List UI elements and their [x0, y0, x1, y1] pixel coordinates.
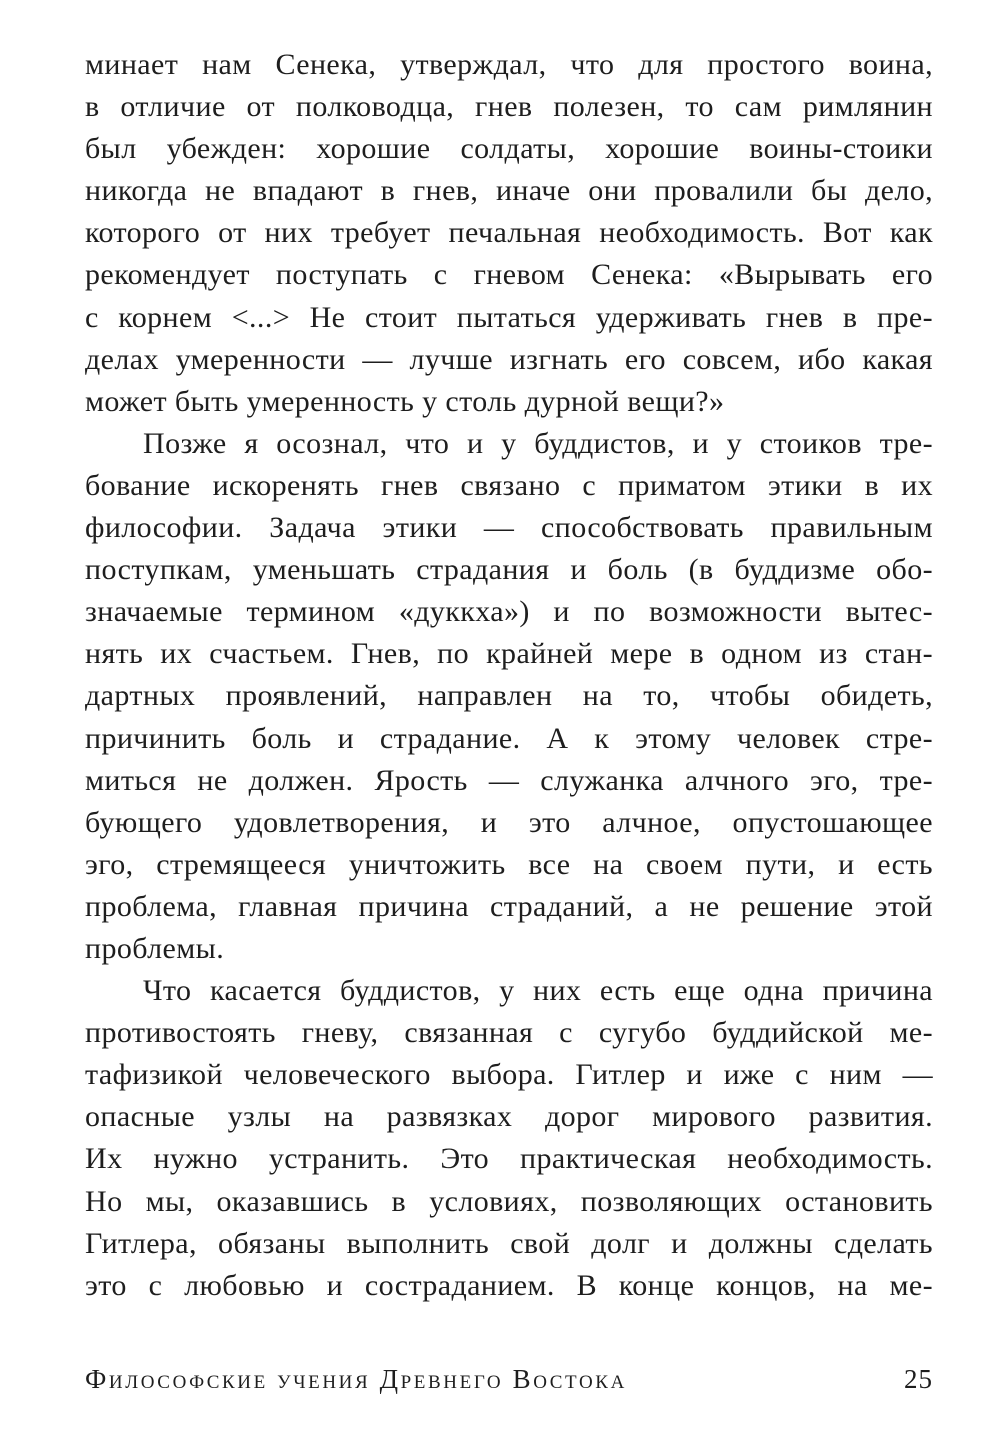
text-line: Позже я осознал, что и у буддистов, и у стоиков тре-	[143, 426, 933, 460]
text-line: противостоять гневу, связанная с сугубо буддийской ме-	[85, 1016, 933, 1050]
text-line: может быть умеренность у столь дурной вещи?»	[85, 384, 725, 418]
paragraph-3	[85, 970, 933, 1307]
text-line: рекомендует поступать с гневом Сенека: «Вырывать его	[85, 258, 933, 292]
text-line: с корнем <...> Не стоит пытаться удерживать гнев в пре-	[85, 300, 933, 334]
text-line: Их нужно устранить. Это практическая необходимость.	[85, 1142, 933, 1176]
text-line: значаемые термином «дуккха») и по возможности вытес-	[85, 595, 933, 629]
text-line: бование искоренять гнев связано с приматом этики в их	[85, 468, 933, 502]
text-line: минает нам Сенека, утверждал, что для простого воина,	[85, 48, 933, 81]
text-line: причинить боль и страдание. А к этому человек стре-	[85, 721, 933, 755]
text-line: в отличие от полководца, гнев полезен, то сам римлянин	[85, 90, 933, 124]
text-line: опасные узлы на развязках дорог мирового развития.	[85, 1100, 933, 1134]
text-line: эго, стремящееся уничтожить все на своем пути, и есть	[85, 847, 933, 881]
text-line: нять их счастьем. Гнев, по крайней мере в одном из стан-	[85, 637, 933, 671]
text-line: был убежден: хорошие солдаты, хорошие воины-стоики	[85, 132, 933, 166]
paragraph-1	[85, 44, 933, 423]
text-line: философии. Задача этики — способствовать правильным	[85, 511, 933, 545]
text-line: тафизикой человеческого выбора. Гитлер и иже с ним —	[85, 1058, 933, 1092]
text-line: Гитлера, обязаны выполнить свой долг и должны сделать	[85, 1226, 933, 1260]
running-title: Философские учения Древнего Востока	[85, 1364, 627, 1394]
text-line: никогда не впадают в гнев, иначе они провалили бы дело,	[85, 174, 933, 208]
text-line: делах умеренности — лучше изгнать его совсем, ибо какая	[85, 342, 933, 376]
text-line: дартных проявлений, направлен на то, чтобы обидеть,	[85, 679, 933, 713]
page-footer	[85, 1364, 933, 1408]
text-line: миться не должен. Ярость — служанка алчного эго, тре-	[85, 763, 933, 797]
text-line: Что касается буддистов, у них есть еще одна причина	[143, 974, 933, 1008]
text-line: поступкам, уменьшать страдания и боль (в буддизме обо-	[85, 553, 933, 587]
page-number: 25	[904, 1364, 933, 1394]
text-line: проблемы.	[85, 931, 225, 965]
paragraph-2	[85, 423, 933, 970]
text-line: проблема, главная причина страданий, а не решение этой	[85, 889, 933, 923]
body-text	[85, 44, 933, 1307]
text-line: бующего удовлетворения, и это алчное, опустошающее	[85, 805, 933, 839]
text-line: Но мы, оказавшись в условиях, позволяющих остановить	[85, 1184, 933, 1218]
text-line: которого от них требует печальная необходимость. Вот как	[85, 216, 933, 250]
text-line: это с любовью и состраданием. В конце концов, на ме-	[85, 1268, 933, 1302]
